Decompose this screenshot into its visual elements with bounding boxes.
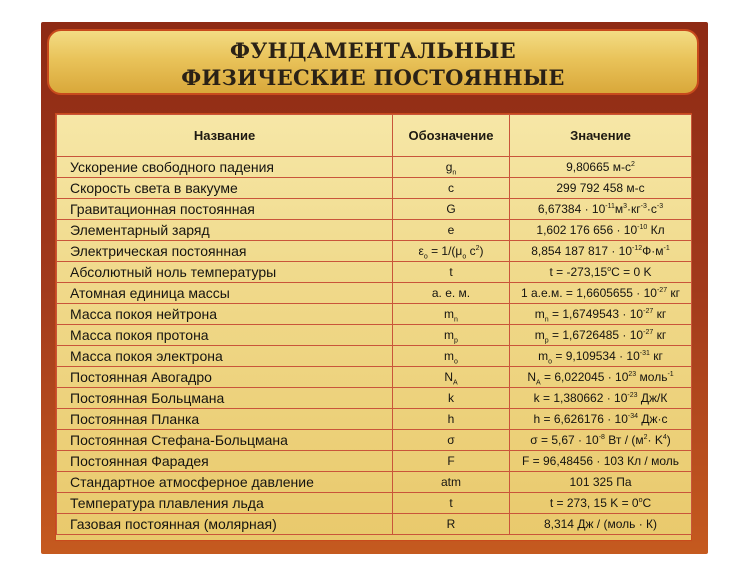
constant-name: Постоянная Больцмана bbox=[57, 388, 393, 409]
supscript-segment: -34 bbox=[627, 413, 639, 420]
constants-table bbox=[56, 114, 692, 535]
supscript-segment: -11 bbox=[605, 203, 615, 210]
text-segment: σ bbox=[447, 433, 455, 447]
supscript-segment: -3 bbox=[656, 203, 664, 210]
supscript-segment: 2 bbox=[475, 245, 480, 252]
constant-name: Абсолютный ноль температуры bbox=[57, 262, 393, 283]
constant-value bbox=[510, 262, 692, 283]
table-row bbox=[57, 178, 692, 199]
title-plate bbox=[47, 29, 699, 95]
text-segment: Дж/К bbox=[637, 391, 668, 405]
header-name: Название bbox=[57, 115, 393, 157]
text-segment: ·с bbox=[646, 202, 657, 216]
title-line-2: ФИЗИЧЕСКИЕ ПОСТОЯННЫЕ bbox=[181, 65, 565, 90]
supscript-segment: -27 bbox=[643, 329, 654, 336]
constant-value bbox=[510, 178, 692, 199]
constant-value bbox=[510, 304, 692, 325]
subscript-segment: o bbox=[423, 253, 428, 261]
text-segment: t = 273, 15 K = 0 bbox=[549, 496, 639, 510]
constant-symbol bbox=[393, 199, 510, 220]
subscript-segment: n bbox=[452, 169, 457, 177]
text-segment: atm bbox=[440, 475, 461, 489]
text-segment: = 6,022045 · 10 bbox=[540, 370, 629, 384]
text-segment: c bbox=[466, 244, 476, 258]
text-segment: = 9,109534 · 10 bbox=[552, 349, 640, 363]
text-segment: F bbox=[447, 454, 455, 468]
supscript-segment: 2 bbox=[631, 161, 635, 168]
subscript-segment: n bbox=[544, 316, 549, 324]
constant-symbol bbox=[393, 367, 510, 388]
text-segment: c bbox=[448, 181, 454, 195]
supscript-segment: -12 bbox=[632, 245, 643, 252]
constant-symbol bbox=[393, 409, 510, 430]
text-segment: Дж·с bbox=[638, 412, 668, 426]
constant-value bbox=[510, 472, 692, 493]
constant-symbol bbox=[393, 430, 510, 451]
constant-value bbox=[510, 220, 692, 241]
constant-symbol bbox=[393, 451, 510, 472]
constant-symbol bbox=[393, 472, 510, 493]
supscript-segment: o bbox=[638, 497, 643, 504]
text-segment: Ф·м bbox=[642, 244, 664, 258]
supscript-segment: -1 bbox=[663, 245, 670, 252]
constant-name: Электрическая постоянная bbox=[57, 241, 393, 262]
constant-name: Постоянная Авогадро bbox=[57, 367, 393, 388]
supscript-segment: -8 bbox=[598, 434, 605, 441]
text-segment: h bbox=[447, 412, 455, 426]
constant-value bbox=[510, 493, 692, 514]
text-segment: ) bbox=[666, 433, 671, 447]
text-segment: ·кг bbox=[627, 202, 641, 216]
text-segment: m bbox=[534, 328, 545, 342]
text-segment: а. е. м. bbox=[431, 286, 471, 300]
text-segment: N bbox=[527, 370, 536, 384]
constant-value bbox=[510, 514, 692, 535]
supscript-segment: -27 bbox=[643, 308, 654, 315]
table-row bbox=[57, 451, 692, 472]
text-segment: k bbox=[448, 391, 454, 405]
constant-symbol bbox=[393, 388, 510, 409]
constant-symbol bbox=[393, 493, 510, 514]
text-segment: 9,80665 м-с bbox=[566, 160, 632, 174]
text-segment: 8,854 187 817 · 10 bbox=[531, 244, 633, 258]
constant-name: Постоянная Фарадея bbox=[57, 451, 393, 472]
text-segment: G bbox=[446, 202, 456, 216]
table-row bbox=[57, 388, 692, 409]
supscript-segment: -31 bbox=[639, 350, 650, 357]
table-row bbox=[57, 262, 692, 283]
constant-name: Масса покоя протона bbox=[57, 325, 393, 346]
title-line-1: ФУНДАМЕНТАЛЬНЫЕ bbox=[230, 38, 516, 63]
subscript-segment: A bbox=[453, 379, 458, 387]
supscript-segment: -23 bbox=[627, 392, 638, 399]
supscript-segment: -3 bbox=[640, 203, 647, 210]
subscript-segment: p bbox=[544, 337, 549, 345]
text-segment: 1 а.е.м. = 1,6605655 · 10 bbox=[520, 286, 657, 300]
supscript-segment: 23 bbox=[628, 371, 637, 378]
constant-name: Масса покоя нейтрона bbox=[57, 304, 393, 325]
constant-symbol bbox=[393, 178, 510, 199]
table-row bbox=[57, 283, 692, 304]
text-segment: кг bbox=[653, 307, 667, 321]
supscript-segment: 4 bbox=[662, 434, 667, 441]
subscript-segment: o bbox=[462, 253, 467, 261]
constant-symbol bbox=[393, 283, 510, 304]
supscript-segment: -10 bbox=[637, 224, 648, 231]
constant-name: Постоянная Планка bbox=[57, 409, 393, 430]
header-value: Значение bbox=[510, 115, 692, 157]
table-row bbox=[57, 325, 692, 346]
text-segment: e bbox=[447, 223, 455, 237]
table-row bbox=[57, 199, 692, 220]
text-segment: t bbox=[449, 265, 453, 279]
header-symbol: Обозначение bbox=[393, 115, 510, 157]
constant-name: Постоянная Стефана-Больцмана bbox=[57, 430, 393, 451]
constant-symbol bbox=[393, 325, 510, 346]
text-segment: C = 0 K bbox=[611, 265, 652, 279]
text-segment: m bbox=[534, 307, 545, 321]
table-row bbox=[57, 493, 692, 514]
subscript-segment: p bbox=[454, 337, 458, 345]
table-row bbox=[57, 157, 692, 178]
constant-value bbox=[510, 367, 692, 388]
constant-name: Газовая постоянная (молярная) bbox=[57, 514, 393, 535]
text-segment: 1,602 176 656 · 10 bbox=[536, 223, 638, 237]
table-row bbox=[57, 304, 692, 325]
constant-symbol bbox=[393, 157, 510, 178]
text-segment: m bbox=[444, 349, 455, 363]
text-segment: Кл bbox=[647, 223, 665, 237]
text-segment: моль bbox=[636, 370, 668, 384]
table-row bbox=[57, 346, 692, 367]
text-segment: C bbox=[642, 496, 652, 510]
constant-value bbox=[510, 346, 692, 367]
constant-symbol bbox=[393, 241, 510, 262]
table-row bbox=[57, 220, 692, 241]
constant-symbol bbox=[393, 262, 510, 283]
text-segment: F = 96,48456 · 103 Кл / моль bbox=[522, 454, 679, 468]
constant-value bbox=[510, 451, 692, 472]
constant-symbol bbox=[393, 304, 510, 325]
constant-name: Стандартное атмосферное давление bbox=[57, 472, 393, 493]
text-segment: кг bbox=[649, 349, 663, 363]
text-segment: k = 1,380662 · 10 bbox=[533, 391, 628, 405]
text-segment: · K bbox=[647, 433, 663, 447]
constants-table-plate bbox=[55, 113, 692, 541]
supscript-segment: 3 bbox=[623, 203, 628, 210]
supscript-segment: -1 bbox=[667, 371, 674, 378]
table-header-row bbox=[57, 115, 692, 157]
text-segment: h = 6,626176 · 10 bbox=[533, 412, 628, 426]
text-segment: N bbox=[444, 370, 453, 384]
constant-symbol bbox=[393, 346, 510, 367]
constant-name: Элементарный заряд bbox=[57, 220, 393, 241]
text-segment: t = -273,15 bbox=[549, 265, 608, 279]
text-segment: кг bbox=[653, 328, 667, 342]
table-row bbox=[57, 514, 692, 535]
supscript-segment: 2 bbox=[643, 434, 648, 441]
table-row bbox=[57, 472, 692, 493]
text-segment: 8,314 Дж / (моль · К) bbox=[543, 517, 658, 531]
constant-value bbox=[510, 283, 692, 304]
text-segment: 101 325 Па bbox=[569, 475, 632, 489]
constant-value bbox=[510, 199, 692, 220]
text-segment: = 1,6726485 · 10 bbox=[548, 328, 644, 342]
text-segment: = 1/(μ bbox=[427, 244, 463, 258]
text-segment: R bbox=[446, 517, 456, 531]
constant-name: Температура плавления льда bbox=[57, 493, 393, 514]
constant-symbol bbox=[393, 514, 510, 535]
text-segment: 6,67384 · 10 bbox=[537, 202, 606, 216]
text-segment: t bbox=[449, 496, 453, 510]
subscript-segment: A bbox=[535, 379, 541, 387]
text-segment: g bbox=[445, 160, 453, 174]
text-segment: ε bbox=[418, 244, 424, 258]
text-segment: м bbox=[614, 202, 624, 216]
text-segment: Вт / (м bbox=[604, 433, 644, 447]
constant-value bbox=[510, 325, 692, 346]
text-segment: кг bbox=[667, 286, 681, 300]
subscript-segment: o bbox=[548, 358, 553, 366]
text-segment: 299 792 458 м-с bbox=[556, 181, 645, 195]
constant-value bbox=[510, 388, 692, 409]
constant-name: Скорость света в вакууме bbox=[57, 178, 393, 199]
text-segment: = 1,6749543 · 10 bbox=[548, 307, 644, 321]
supscript-segment: -27 bbox=[656, 287, 668, 294]
subscript-segment: n bbox=[454, 316, 458, 324]
constant-name: Атомная единица массы bbox=[57, 283, 393, 304]
constant-value bbox=[510, 430, 692, 451]
text-segment: ) bbox=[479, 244, 484, 258]
constant-value bbox=[510, 157, 692, 178]
table-row bbox=[57, 409, 692, 430]
text-segment: m bbox=[538, 349, 549, 363]
table-row bbox=[57, 241, 692, 262]
table-row bbox=[57, 367, 692, 388]
subscript-segment: o bbox=[454, 358, 458, 366]
constant-value bbox=[510, 241, 692, 262]
text-segment: m bbox=[444, 307, 455, 321]
constant-name: Гравитационная постоянная bbox=[57, 199, 393, 220]
constant-name: Масса покоя электрона bbox=[57, 346, 393, 367]
table-row bbox=[57, 430, 692, 451]
constant-name: Ускорение свободного падения bbox=[57, 157, 393, 178]
constant-value bbox=[510, 409, 692, 430]
supscript-segment: o bbox=[607, 266, 612, 273]
text-segment: m bbox=[444, 328, 455, 342]
text-segment: σ = 5,67 · 10 bbox=[530, 433, 599, 447]
constant-symbol bbox=[393, 220, 510, 241]
